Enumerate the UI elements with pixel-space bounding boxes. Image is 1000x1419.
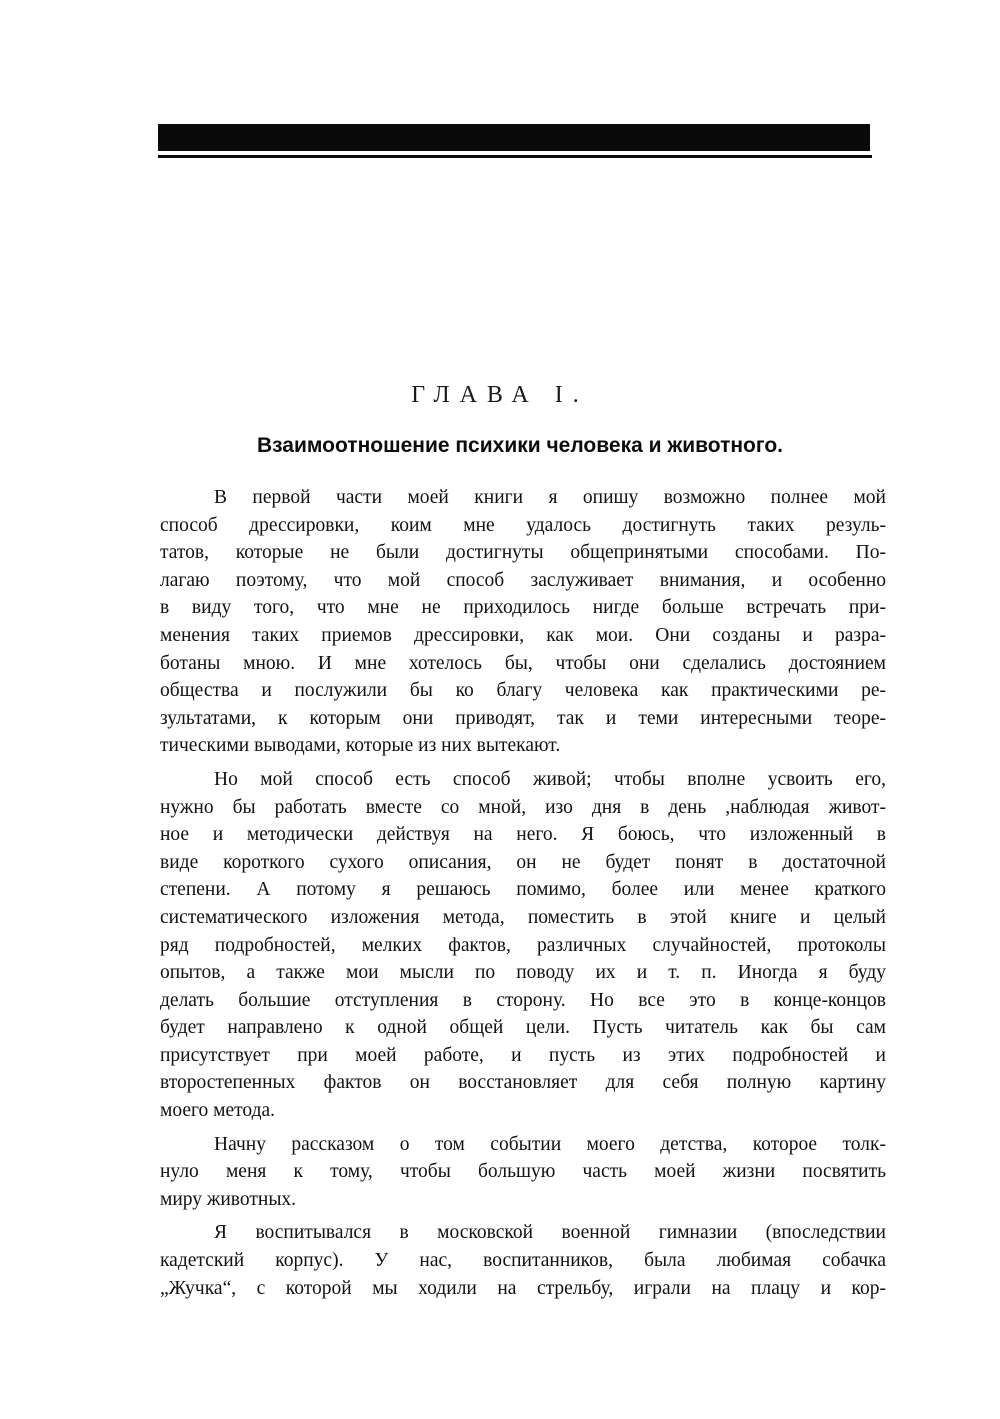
text-line: ное и методически действуя на него. Я боюсь, что изложенный в bbox=[160, 824, 886, 846]
paragraph bbox=[160, 1219, 886, 1302]
text-line: будет направлено к одной общей цели. Пусть читатель как бы сам bbox=[160, 1017, 886, 1039]
body-text bbox=[160, 484, 886, 1302]
text-line: присутствует при моей работе, и пусть из этих подробностей и bbox=[160, 1044, 886, 1066]
header-rule-thin bbox=[158, 155, 872, 158]
text-line: делать большие отступления в сторону. Но все это в конце-концов bbox=[160, 989, 886, 1011]
text-line: лагаю поэтому, что мой способ заслуживает внимания, и особенно bbox=[160, 569, 886, 591]
text-line: ботаны мною. И мне хотелось бы, чтобы они сделались достоянием bbox=[160, 652, 886, 674]
text-line: опытов, а также мои мысли по поводу их и т. п. Иногда я буду bbox=[160, 962, 886, 984]
text-line: виде короткого сухого описания, он не будет понят в достаточной bbox=[160, 851, 886, 873]
text-line: миру животных. bbox=[160, 1188, 297, 1210]
text-line: тическими выводами, которые из них вытекают. bbox=[160, 735, 561, 757]
text-line: татов, которые не были достигнуты общепринятыми способами. По- bbox=[160, 542, 886, 564]
text-line: систематического изложения метода, поместить в этой книге и целый bbox=[160, 906, 886, 928]
chapter-label: ГЛАВА I. bbox=[411, 382, 589, 408]
text-line: кадетский корпус). У нас, воспитанников, была любимая собачка bbox=[160, 1250, 886, 1272]
text-line: Начну рассказом о том событии моего детства, которое толк- bbox=[214, 1133, 886, 1155]
header-rule-thick bbox=[158, 124, 870, 151]
text-line: Но мой способ есть способ живой; чтобы вполне усвоить его, bbox=[214, 768, 886, 790]
text-line: способ дрессировки, коим мне удалось достигнуть таких резуль- bbox=[160, 514, 886, 536]
text-line: ряд подробностей, мелких фактов, различных случайностей, протоколы bbox=[160, 934, 886, 956]
text-line: в виду того, что мне не приходилось нигде больше встречать при- bbox=[160, 597, 886, 619]
chapter-title: Взаимоотношение психики человека и животного. bbox=[256, 434, 783, 457]
paragraph bbox=[160, 1131, 886, 1214]
text-line: моего метода. bbox=[160, 1100, 276, 1122]
paragraph bbox=[160, 766, 886, 1125]
text-line: „Жучка“, с которой мы ходили на стрельбу, играли на плацу и кор- bbox=[160, 1277, 886, 1299]
text-line: нужно бы работать вместе со мной, изо дня в день ,наблюдая живот- bbox=[160, 796, 886, 818]
text-line: общества и послужили бы ко благу человека как практическими ре- bbox=[160, 680, 886, 702]
text-line: менения таких приемов дрессировки, как мои. Они созданы и разра- bbox=[160, 624, 886, 646]
text-line: Я воспитывался в московской военной гимназии (впоследствии bbox=[214, 1222, 886, 1244]
text-line: степени. А потому я решаюсь помимо, более или менее краткого bbox=[160, 879, 886, 901]
text-line: второстепенных фактов он восстановляет для себя полную картину bbox=[160, 1072, 886, 1094]
paragraph bbox=[160, 484, 886, 760]
text-line: В первой части моей книги я опишу возможно полнее мой bbox=[214, 487, 886, 508]
text-line: зультатами, к которым они приводят, так и теми интересными теоре- bbox=[160, 707, 886, 729]
text-line: нуло меня к тому, чтобы большую часть моей жизни посвятить bbox=[160, 1161, 886, 1183]
